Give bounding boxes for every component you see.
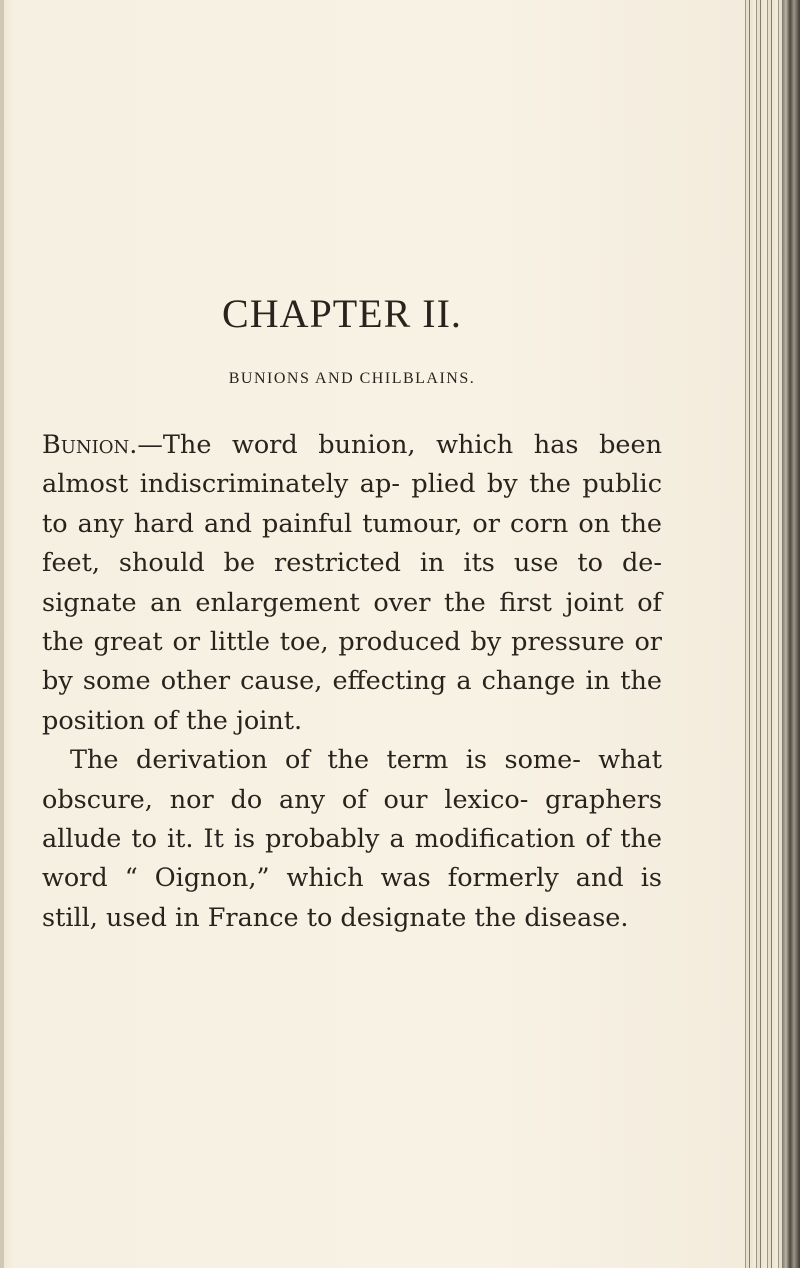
paragraph-text: —The word bunion, which has been almost indiscriminately ap- plied by the public to any hard and painful tumour, or corn on the feet, should be restricted in its use to de- signate an enlargement over the first joint of the great or little toe, produced by pressure or by some other cause, effecting a change in the position of the joint. — [42, 430, 662, 736]
page-content — [42, 290, 662, 938]
chapter-subtitle: BUNIONS AND CHILBLAINS. — [228, 370, 476, 387]
chapter-title: CHAPTER II. — [222, 291, 462, 336]
paragraph-derivation: The derivation of the term is some- what obscure, nor do any of our lexico- graphers allude to it. It is probably a modification of the word “ Oignon,” which was formerly and is still, used in France to designate the disease. — [42, 745, 662, 933]
paragraph-lead-heading: Bunion. — [42, 430, 138, 460]
page-left-edge — [0, 0, 4, 1268]
paragraph-bunion — [42, 426, 662, 741]
book-binding — [782, 0, 800, 1268]
body-text — [42, 426, 662, 938]
